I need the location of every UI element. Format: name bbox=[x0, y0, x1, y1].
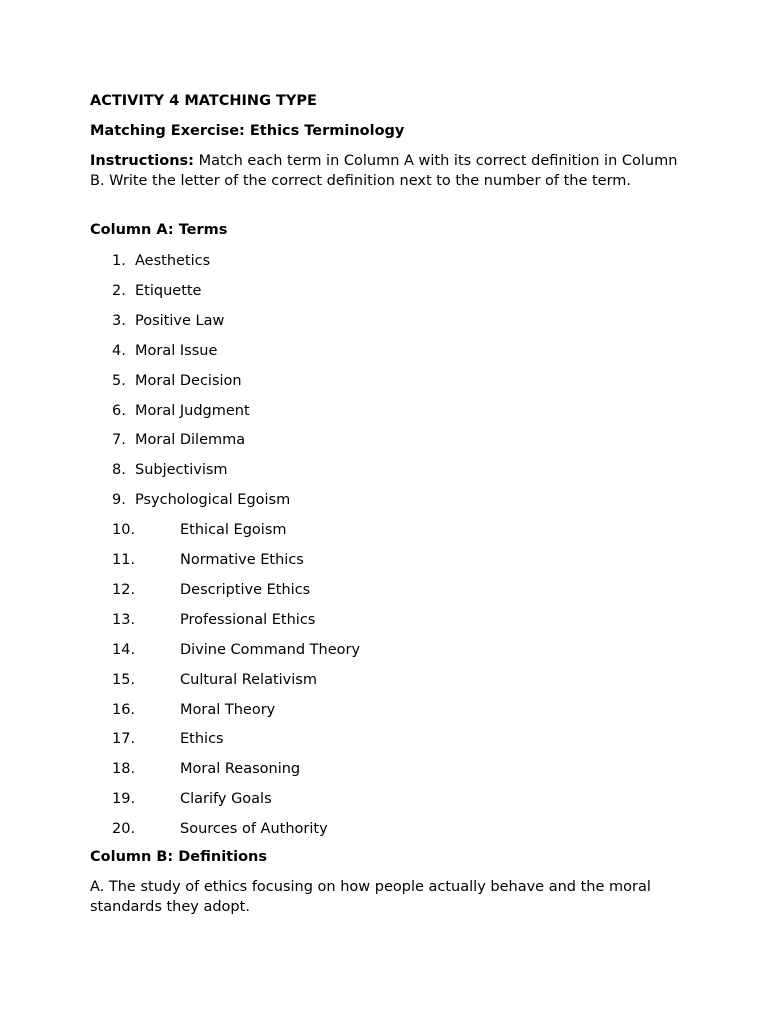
list-item-number: 2. bbox=[112, 283, 126, 299]
list-item bbox=[112, 700, 612, 720]
list-item-term: Subjectivism bbox=[135, 462, 228, 478]
column-b-heading: Column B: Definitions bbox=[90, 849, 268, 865]
activity-title: ACTIVITY 4 MATCHING TYPE bbox=[90, 93, 317, 109]
list-item-term: Aesthetics bbox=[135, 253, 211, 269]
list-item-number: 19. bbox=[112, 791, 136, 807]
list-item bbox=[112, 311, 612, 331]
list-item bbox=[112, 371, 612, 391]
list-item bbox=[112, 789, 612, 809]
list-item-term: Normative Ethics bbox=[180, 552, 304, 568]
list-item-number: 4. bbox=[112, 343, 126, 359]
list-item-term: Psychological Egoism bbox=[135, 492, 291, 508]
list-item-term: Clarify Goals bbox=[180, 791, 272, 807]
list-item bbox=[112, 759, 612, 779]
list-item-number: 14. bbox=[112, 642, 136, 658]
list-item bbox=[112, 490, 612, 510]
list-item-number: 12. bbox=[112, 582, 136, 598]
list-item-number: 17. bbox=[112, 731, 136, 747]
list-item-term: Cultural Relativism bbox=[180, 672, 317, 688]
list-item-term: Moral Decision bbox=[135, 373, 242, 389]
list-item-number: 7. bbox=[112, 432, 126, 448]
list-item-number: 20. bbox=[112, 821, 136, 837]
list-item-term: Ethical Egoism bbox=[180, 522, 287, 538]
list-item-number: 10. bbox=[112, 522, 136, 538]
list-item-number: 3. bbox=[112, 313, 126, 329]
list-item-term: Divine Command Theory bbox=[180, 642, 361, 658]
list-item-number: 11. bbox=[112, 552, 136, 568]
list-item-number: 9. bbox=[112, 492, 126, 508]
instructions-text: Match each term in Column A with its correct definition in Column B. Write the letter of the correct definition next to the number of the term. bbox=[90, 153, 678, 189]
list-item-term: Positive Law bbox=[135, 313, 225, 329]
list-item-term: Moral Dilemma bbox=[135, 432, 246, 448]
list-item bbox=[112, 460, 612, 480]
list-item bbox=[112, 401, 612, 421]
exercise-title: Matching Exercise: Ethics Terminology bbox=[90, 123, 405, 139]
list-item-number: 6. bbox=[112, 403, 126, 419]
list-item bbox=[112, 580, 612, 600]
list-item-term: Moral Judgment bbox=[135, 403, 250, 419]
list-item bbox=[112, 550, 612, 570]
instructions-label: Instructions: bbox=[90, 153, 194, 169]
list-item-term: Descriptive Ethics bbox=[180, 582, 311, 598]
list-item-number: 5. bbox=[112, 373, 126, 389]
list-item-term: Etiquette bbox=[135, 283, 202, 299]
list-item-term: Moral Reasoning bbox=[180, 761, 301, 777]
column-a-heading: Column A: Terms bbox=[90, 222, 228, 238]
list-item bbox=[112, 251, 612, 271]
list-item-number: 18. bbox=[112, 761, 136, 777]
list-item bbox=[112, 640, 612, 660]
list-item bbox=[112, 819, 612, 839]
list-item bbox=[112, 430, 612, 450]
list-item-term: Sources of Authority bbox=[180, 821, 328, 837]
list-item-number: 13. bbox=[112, 612, 136, 628]
list-item bbox=[112, 729, 612, 749]
list-item bbox=[112, 520, 612, 540]
instructions-paragraph bbox=[90, 151, 690, 191]
list-item-term: Ethics bbox=[180, 731, 224, 747]
list-item bbox=[112, 281, 612, 301]
list-item-number: 16. bbox=[112, 702, 136, 718]
list-item bbox=[112, 610, 612, 630]
list-item-number: 1. bbox=[112, 253, 126, 269]
list-item bbox=[112, 341, 612, 361]
list-item bbox=[112, 670, 612, 690]
list-item-term: Professional Ethics bbox=[180, 612, 316, 628]
definition-a: A. The study of ethics focusing on how people actually behave and the moral standards they adopt. bbox=[90, 879, 651, 915]
list-item-term: Moral Theory bbox=[180, 702, 276, 718]
list-item-number: 15. bbox=[112, 672, 136, 688]
list-item-number: 8. bbox=[112, 462, 126, 478]
list-item-term: Moral Issue bbox=[135, 343, 218, 359]
